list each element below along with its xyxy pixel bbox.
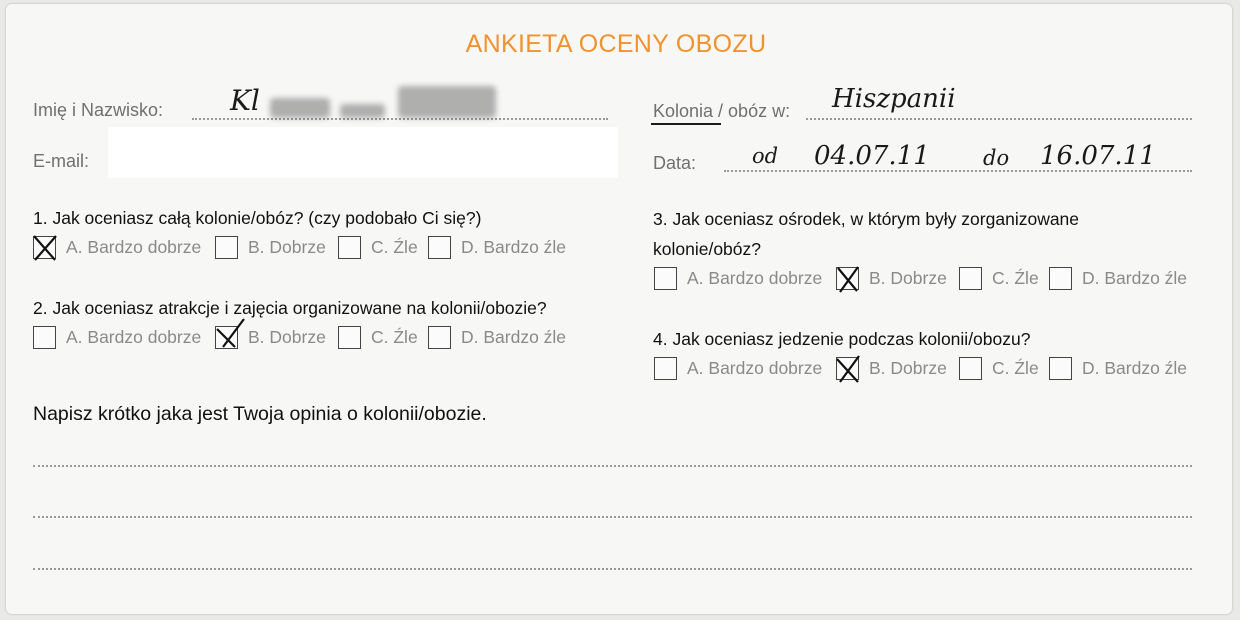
q1-option-c-label: C. Źle [371, 237, 418, 257]
q2-option-c[interactable] [338, 326, 418, 349]
question-1: 1. Jak oceniasz całą kolonie/obóz? (czy podobało Ci się?) [33, 208, 482, 228]
q3-option-c[interactable] [959, 267, 1039, 290]
question-4: 4. Jak oceniasz jedzenie podczas kolonii/obozu? [653, 329, 1031, 349]
kolonia-underline [651, 123, 721, 125]
q4-option-c-label: C. Źle [992, 358, 1039, 378]
q2-option-c-label: C. Źle [371, 327, 418, 347]
q2-checkbox-d[interactable] [428, 326, 451, 349]
q2-checkbox-a[interactable] [33, 326, 56, 349]
q1-option-a-label: A. Bardzo dobrze [66, 237, 202, 257]
q4-option-b[interactable] [836, 357, 947, 380]
q4-option-b-label: B. Dobrze [869, 358, 947, 378]
q2-option-a[interactable] [33, 326, 201, 349]
q2-option-b-label: B. Dobrze [248, 327, 326, 347]
check-x-icon [834, 265, 862, 293]
q3-option-d-label: D. Bardzo źle [1082, 268, 1188, 288]
q3-checkbox-c[interactable] [959, 267, 982, 290]
q1-option-c[interactable] [338, 236, 418, 259]
q3-option-d[interactable] [1049, 267, 1187, 290]
opinion-line-2[interactable] [33, 516, 1192, 518]
q3-checkbox-a[interactable] [654, 267, 677, 290]
q4-option-a-label: A. Bardzo dobrze [687, 358, 823, 378]
date-from-value[interactable]: 04.07.11 [814, 141, 930, 171]
q4-option-c[interactable] [959, 357, 1039, 380]
camp-label [653, 101, 790, 122]
q2-checkbox-b[interactable] [215, 326, 238, 349]
email-label: E-mail: [33, 151, 90, 171]
q4-option-d[interactable] [1049, 357, 1187, 380]
opinion-prompt: Napisz krótko jaka jest Twoja opinia o kolonii/obozie. [33, 403, 487, 425]
name-dotted-line [192, 118, 608, 120]
date-from-word: od [752, 144, 779, 168]
q1-checkbox-d[interactable] [428, 236, 451, 259]
check-x-icon [834, 355, 862, 383]
q1-option-b-label: B. Dobrze [248, 237, 326, 257]
name-handwritten[interactable]: Kl [230, 84, 260, 117]
q4-checkbox-d[interactable] [1049, 357, 1072, 380]
date-to-word: do [983, 146, 1010, 170]
name-blur-1 [270, 98, 330, 118]
q3-option-a[interactable] [654, 267, 822, 290]
email-redaction [108, 127, 618, 178]
q1-checkbox-b[interactable] [215, 236, 238, 259]
date-label: Data: [653, 153, 697, 173]
camp-dotted-line [806, 118, 1192, 120]
q3-checkbox-d[interactable] [1049, 267, 1072, 290]
q4-checkbox-a[interactable] [654, 357, 677, 380]
q2-checkbox-c[interactable] [338, 326, 361, 349]
camp-label-rest: / obóz w: [713, 101, 791, 121]
surname-blur [398, 86, 496, 118]
q2-option-d[interactable] [428, 326, 566, 349]
q3-option-a-label: A. Bardzo dobrze [687, 268, 823, 288]
q3-option-c-label: C. Źle [992, 268, 1039, 288]
q4-checkbox-b[interactable] [836, 357, 859, 380]
q1-checkbox-a[interactable] [33, 236, 56, 259]
q3-checkbox-b[interactable] [836, 267, 859, 290]
opinion-line-3[interactable] [33, 568, 1192, 570]
q1-checkbox-c[interactable] [338, 236, 361, 259]
q2-option-b[interactable] [215, 326, 326, 349]
check-x-icon [31, 234, 59, 262]
q2-option-a-label: A. Bardzo dobrze [66, 327, 202, 347]
q1-option-b[interactable] [215, 236, 326, 259]
camp-label-kolonia: Kolonia [653, 101, 714, 121]
q3-option-b-label: B. Dobrze [869, 268, 947, 288]
question-3-line-1: 3. Jak oceniasz ośrodek, w którym były zorganizowane [653, 209, 1080, 229]
q1-option-a[interactable] [33, 236, 201, 259]
opinion-line-1[interactable] [33, 465, 1192, 467]
q4-option-d-label: D. Bardzo źle [1082, 358, 1188, 378]
camp-handwritten[interactable]: Hiszpanii [832, 84, 956, 114]
date-to-value[interactable]: 16.07.11 [1040, 141, 1156, 171]
q1-option-d[interactable] [428, 236, 566, 259]
form-title: ANKIETA OCENY OBOZU [465, 30, 767, 58]
q2-option-d-label: D. Bardzo źle [461, 327, 567, 347]
name-blur-2 [340, 104, 385, 118]
name-label: Imię i Nazwisko: [33, 100, 164, 120]
q4-checkbox-c[interactable] [959, 357, 982, 380]
question-2: 2. Jak oceniasz atrakcje i zajęcia organizowane na kolonii/obozie? [33, 298, 547, 318]
q4-option-a[interactable] [654, 357, 822, 380]
q3-option-b[interactable] [836, 267, 947, 290]
question-3-line-2: kolonie/obóz? [653, 239, 761, 259]
check-x-icon [213, 315, 247, 349]
q1-option-d-label: D. Bardzo źle [461, 237, 567, 257]
